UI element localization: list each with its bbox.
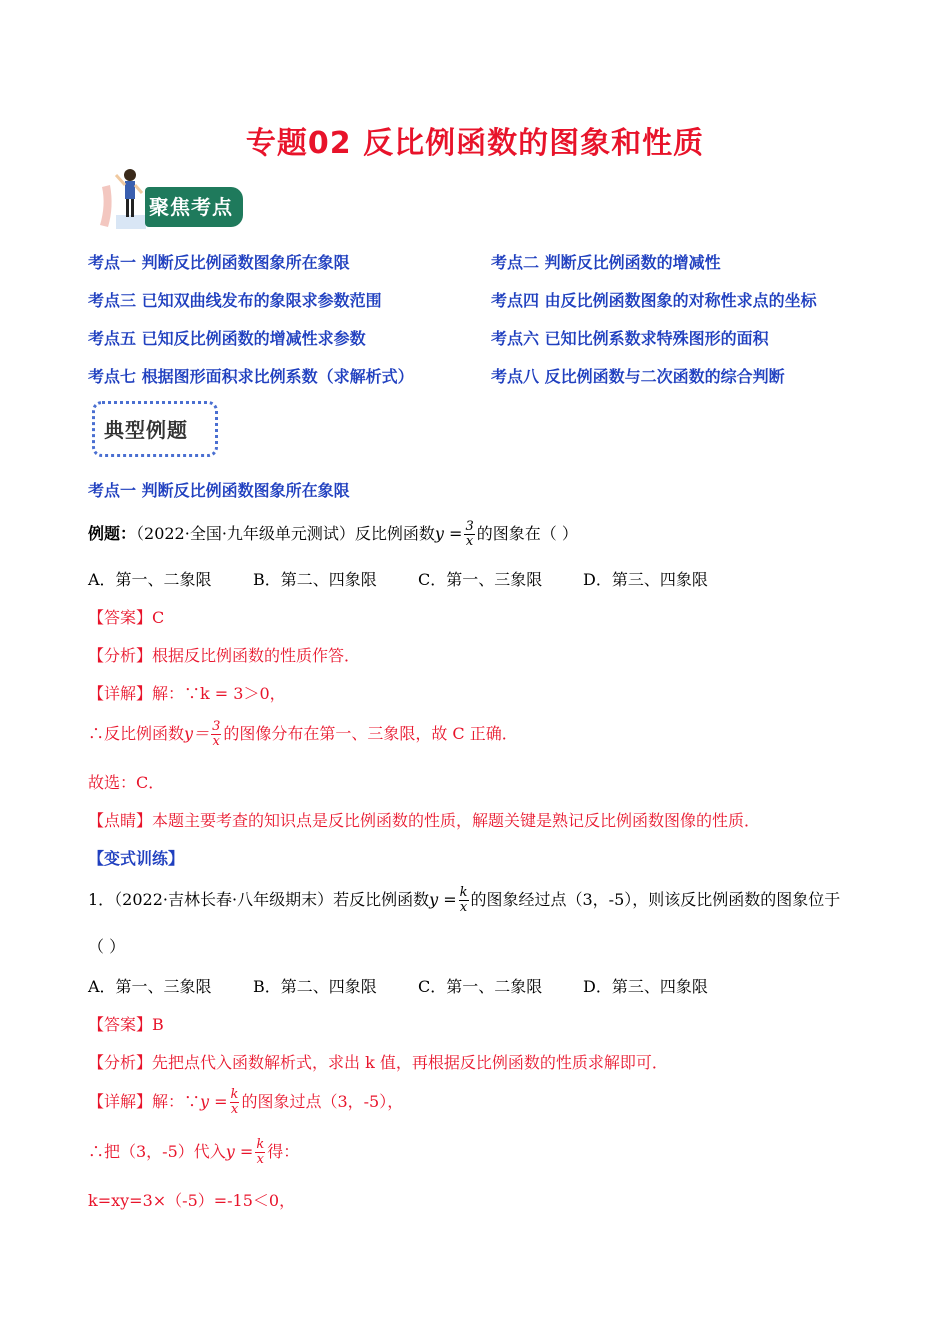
q1-paren: （ ） <box>88 937 126 956</box>
q1-analysis: 【分析】先把点代入函数解析式，求出 k 值，再根据反比例函数的性质求解即可． <box>88 1053 668 1072</box>
example-analysis: 【分析】根据反比例函数的性质作答． <box>88 646 361 665</box>
fraction-numerator: k <box>230 1087 239 1102</box>
key-point-3[interactable]: 考点三 已知双曲线发布的象限求参数范围 <box>88 291 382 310</box>
q1-detail-text: 【详解】解：∵ <box>88 1092 201 1111</box>
example-tail: 的图象在（ ） <box>476 524 578 543</box>
example-detail-1: 【详解】解：∵k = 3＞0， <box>88 684 286 703</box>
q1-detail2-text-post: 得： <box>267 1142 300 1161</box>
fraction-numerator: k <box>459 885 468 900</box>
example-fn-lhs: y = <box>434 524 463 543</box>
student-illustration-icon <box>96 165 148 233</box>
option-c[interactable]: C．第一、三象限 <box>418 570 543 589</box>
q1-pre: 1．（2022·吉林长春·八年级期末）若反比例函数 <box>88 890 430 909</box>
fraction-denominator: x <box>459 900 468 915</box>
q1-detail-fraction <box>230 1088 240 1117</box>
q1-detail-3: k=xy=3×（-5）=-15＜0， <box>88 1191 296 1210</box>
q1-detail-text-post: 的图象过点（3，-5）， <box>241 1092 404 1111</box>
detail-text: ∴反比例函数 <box>88 724 185 743</box>
page-title: 专题02 反比例函数的图象和性质 <box>245 126 705 161</box>
q1-detail2-fn-lhs: y = <box>225 1142 254 1161</box>
detail-fraction <box>211 720 221 749</box>
key-point-6[interactable]: 考点六 已知比例系数求特殊图形的面积 <box>491 329 769 348</box>
q1-detail-1 <box>88 1088 403 1117</box>
example-question <box>88 520 578 549</box>
example-comment: 【点睛】本题主要考查的知识点是反比例函数的性质，解题关键是熟记反比例函数图像的性质． <box>88 811 761 830</box>
q1-answer: 【答案】B <box>88 1015 164 1034</box>
q1-fraction <box>459 886 469 915</box>
key-point-4[interactable]: 考点四 由反比例函数图象的对称性求点的坐标 <box>491 291 817 310</box>
q1-option-b[interactable]: B．第二、四象限 <box>253 977 377 996</box>
q1-option-a[interactable]: A．第一、三象限 <box>88 977 212 996</box>
key-point-1[interactable]: 考点一 判断反比例函数图象所在象限 <box>88 253 350 272</box>
q1-detail2-fraction <box>255 1138 265 1167</box>
key-point-8[interactable]: 考点八 反比例函数与二次函数的综合判断 <box>491 367 785 386</box>
q1-options <box>88 974 708 997</box>
section-heading: 考点一 判断反比例函数图象所在象限 <box>88 481 350 500</box>
q1-option-d[interactable]: D．第三、四象限 <box>583 977 708 996</box>
option-b[interactable]: B．第二、四象限 <box>253 570 377 589</box>
practice-heading: 【变式训练】 <box>88 849 185 868</box>
key-point-5[interactable]: 考点五 已知反比例函数的增减性求参数 <box>88 329 366 348</box>
detail-fn-lhs: y＝ <box>184 724 210 743</box>
fraction-numerator: k <box>256 1137 265 1152</box>
example-label: 例题： <box>88 524 137 543</box>
key-point-2[interactable]: 考点二 判断反比例函数的增减性 <box>491 253 721 272</box>
key-point-7[interactable]: 考点七 根据图形面积求比例系数（求解析式） <box>88 367 414 386</box>
q1-question <box>88 886 840 915</box>
example-fraction <box>464 520 474 549</box>
focus-banner: 聚焦考点 <box>145 187 243 227</box>
fraction-denominator: x <box>465 534 474 549</box>
q1-detail-2 <box>88 1138 299 1167</box>
example-answer: 【答案】C <box>88 608 165 627</box>
option-a[interactable]: A．第一、二象限 <box>88 570 212 589</box>
example-detail-2 <box>88 720 518 749</box>
q1-fn-lhs: y = <box>429 890 457 909</box>
detail-text-post: 的图像分布在第一、三象限，故 C 正确． <box>223 724 518 743</box>
q1-post: 的图象经过点（3，-5），则该反比例函数的图象位于 <box>470 890 841 909</box>
fraction-numerator: 3 <box>465 519 474 534</box>
option-d[interactable]: D．第三、四象限 <box>583 570 708 589</box>
q1-option-c[interactable]: C．第一、二象限 <box>418 977 543 996</box>
fraction-denominator: x <box>256 1152 264 1167</box>
example-heading: 典型例题 <box>104 418 188 442</box>
example-source: （2022·全国·九年级单元测试）反比例函数 <box>136 524 435 543</box>
q1-detail-fn-lhs: y = <box>200 1092 228 1111</box>
fraction-numerator: 3 <box>212 719 221 734</box>
example-detail-3: 故选：C． <box>88 773 165 792</box>
example-options <box>88 567 708 590</box>
q1-detail2-text: ∴把（3，-5）代入 <box>88 1142 226 1161</box>
fraction-denominator: x <box>230 1102 239 1117</box>
fraction-denominator: x <box>212 734 220 749</box>
